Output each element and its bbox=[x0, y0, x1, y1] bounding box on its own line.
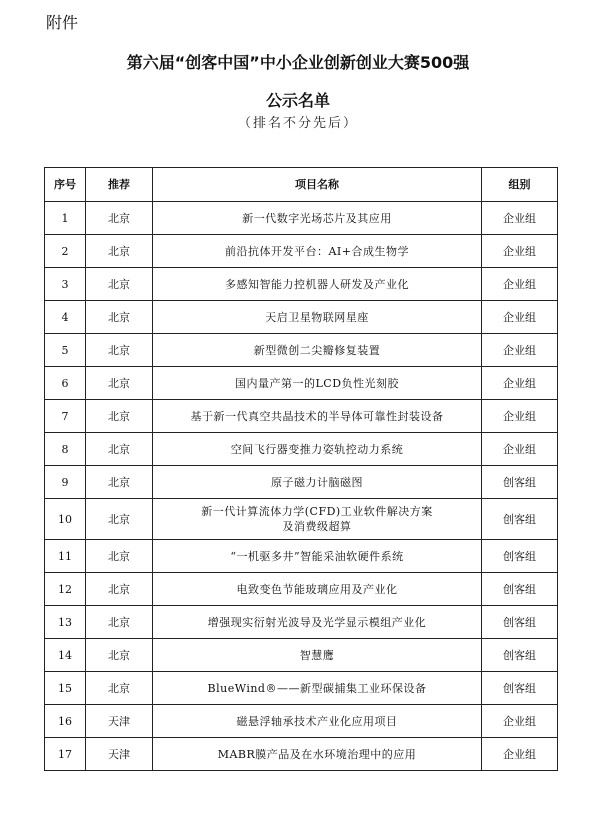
table-row bbox=[45, 400, 558, 433]
cell-project: 智慧鹰 bbox=[153, 639, 482, 672]
col-header-project: 项目名称 bbox=[153, 168, 482, 202]
cell-group: 创客组 bbox=[482, 573, 558, 606]
cell-project: 前沿抗体开发平台：AI+合成生物学 bbox=[153, 235, 482, 268]
cell-project: 原子磁力计脑磁图 bbox=[153, 466, 482, 499]
cell-region: 北京 bbox=[86, 268, 153, 301]
cell-no: 11 bbox=[45, 540, 86, 573]
cell-project bbox=[153, 499, 482, 540]
cell-project: 新一代数字光场芯片及其应用 bbox=[153, 202, 482, 235]
cell-no: 12 bbox=[45, 573, 86, 606]
results-table bbox=[44, 167, 558, 771]
cell-region: 天津 bbox=[86, 738, 153, 771]
cell-no: 10 bbox=[45, 499, 86, 540]
cell-no: 14 bbox=[45, 639, 86, 672]
cell-project: 磁悬浮轴承技术产业化应用项目 bbox=[153, 705, 482, 738]
cell-no: 6 bbox=[45, 367, 86, 400]
page-subtitle: 公示名单 bbox=[265, 91, 330, 110]
cell-project: 天启卫星物联网星座 bbox=[153, 301, 482, 334]
cell-region: 北京 bbox=[86, 540, 153, 573]
col-header-group: 组别 bbox=[482, 168, 558, 202]
cell-project: 国内量产第一的LCD负性光刻胶 bbox=[153, 367, 482, 400]
cell-no: 2 bbox=[45, 235, 86, 268]
table-row bbox=[45, 235, 558, 268]
cell-group: 企业组 bbox=[482, 235, 558, 268]
cell-region: 北京 bbox=[86, 202, 153, 235]
cell-group: 企业组 bbox=[482, 705, 558, 738]
table-row bbox=[45, 705, 558, 738]
cell-region: 天津 bbox=[86, 705, 153, 738]
cell-project-line: 及消费级超算 bbox=[282, 520, 352, 533]
attachment-label: 附件 bbox=[46, 13, 79, 32]
cell-region: 北京 bbox=[86, 672, 153, 705]
cell-project: 增强现实衍射光波导及光学显示模组产业化 bbox=[153, 606, 482, 639]
cell-region: 北京 bbox=[86, 639, 153, 672]
cell-project: 电致变色节能玻璃应用及产业化 bbox=[153, 573, 482, 606]
table-row bbox=[45, 499, 558, 540]
cell-group: 创客组 bbox=[482, 540, 558, 573]
cell-project: 新型微创二尖瓣修复装置 bbox=[153, 334, 482, 367]
table-row bbox=[45, 367, 558, 400]
cell-region: 北京 bbox=[86, 466, 153, 499]
cell-no: 17 bbox=[45, 738, 86, 771]
table-row bbox=[45, 672, 558, 705]
cell-no: 13 bbox=[45, 606, 86, 639]
cell-region: 北京 bbox=[86, 235, 153, 268]
cell-group: 企业组 bbox=[482, 400, 558, 433]
table-row bbox=[45, 606, 558, 639]
table-row bbox=[45, 540, 558, 573]
page-title: 第六届“创客中国”中小企业创新创业大赛500强 bbox=[126, 53, 470, 72]
cell-region: 北京 bbox=[86, 573, 153, 606]
cell-group: 企业组 bbox=[482, 367, 558, 400]
cell-no: 5 bbox=[45, 334, 86, 367]
cell-group: 企业组 bbox=[482, 268, 558, 301]
cell-group: 创客组 bbox=[482, 466, 558, 499]
cell-region: 北京 bbox=[86, 334, 153, 367]
cell-group: 企业组 bbox=[482, 301, 558, 334]
ranking-note: （排名不分先后） bbox=[237, 116, 358, 131]
cell-project: 多感知智能力控机器人研发及产业化 bbox=[153, 268, 482, 301]
cell-no: 8 bbox=[45, 433, 86, 466]
table-row bbox=[45, 433, 558, 466]
cell-project: 空间飞行器变推力姿轨控动力系统 bbox=[153, 433, 482, 466]
cell-region: 北京 bbox=[86, 499, 153, 540]
table-row bbox=[45, 639, 558, 672]
cell-group: 企业组 bbox=[482, 334, 558, 367]
table-row bbox=[45, 301, 558, 334]
table-row bbox=[45, 334, 558, 367]
cell-region: 北京 bbox=[86, 400, 153, 433]
cell-region: 北京 bbox=[86, 433, 153, 466]
cell-no: 16 bbox=[45, 705, 86, 738]
cell-no: 9 bbox=[45, 466, 86, 499]
table-row bbox=[45, 268, 558, 301]
col-header-no: 序号 bbox=[45, 168, 86, 202]
cell-no: 4 bbox=[45, 301, 86, 334]
table-row bbox=[45, 573, 558, 606]
cell-project: “一机驱多井”智能采油软硬件系统 bbox=[153, 540, 482, 573]
cell-no: 15 bbox=[45, 672, 86, 705]
cell-no: 1 bbox=[45, 202, 86, 235]
cell-no: 7 bbox=[45, 400, 86, 433]
cell-region: 北京 bbox=[86, 606, 153, 639]
cell-region: 北京 bbox=[86, 301, 153, 334]
col-header-region: 推荐 bbox=[86, 168, 153, 202]
cell-group: 创客组 bbox=[482, 499, 558, 540]
table-row bbox=[45, 202, 558, 235]
cell-group: 创客组 bbox=[482, 606, 558, 639]
table-header-row bbox=[45, 168, 558, 202]
cell-project-line: 新一代计算流体力学(CFD)工业软件解决方案 bbox=[201, 505, 433, 518]
cell-group: 创客组 bbox=[482, 639, 558, 672]
table-row bbox=[45, 466, 558, 499]
cell-region: 北京 bbox=[86, 367, 153, 400]
cell-group: 企业组 bbox=[482, 202, 558, 235]
cell-project: 基于新一代真空共晶技术的半导体可靠性封装设备 bbox=[153, 400, 482, 433]
table-row bbox=[45, 738, 558, 771]
cell-project: BlueWind®——新型碳捕集工业环保设备 bbox=[153, 672, 482, 705]
cell-group: 企业组 bbox=[482, 738, 558, 771]
cell-no: 3 bbox=[45, 268, 86, 301]
cell-group: 创客组 bbox=[482, 672, 558, 705]
cell-project: MABR膜产品及在水环境治理中的应用 bbox=[153, 738, 482, 771]
cell-group: 企业组 bbox=[482, 433, 558, 466]
